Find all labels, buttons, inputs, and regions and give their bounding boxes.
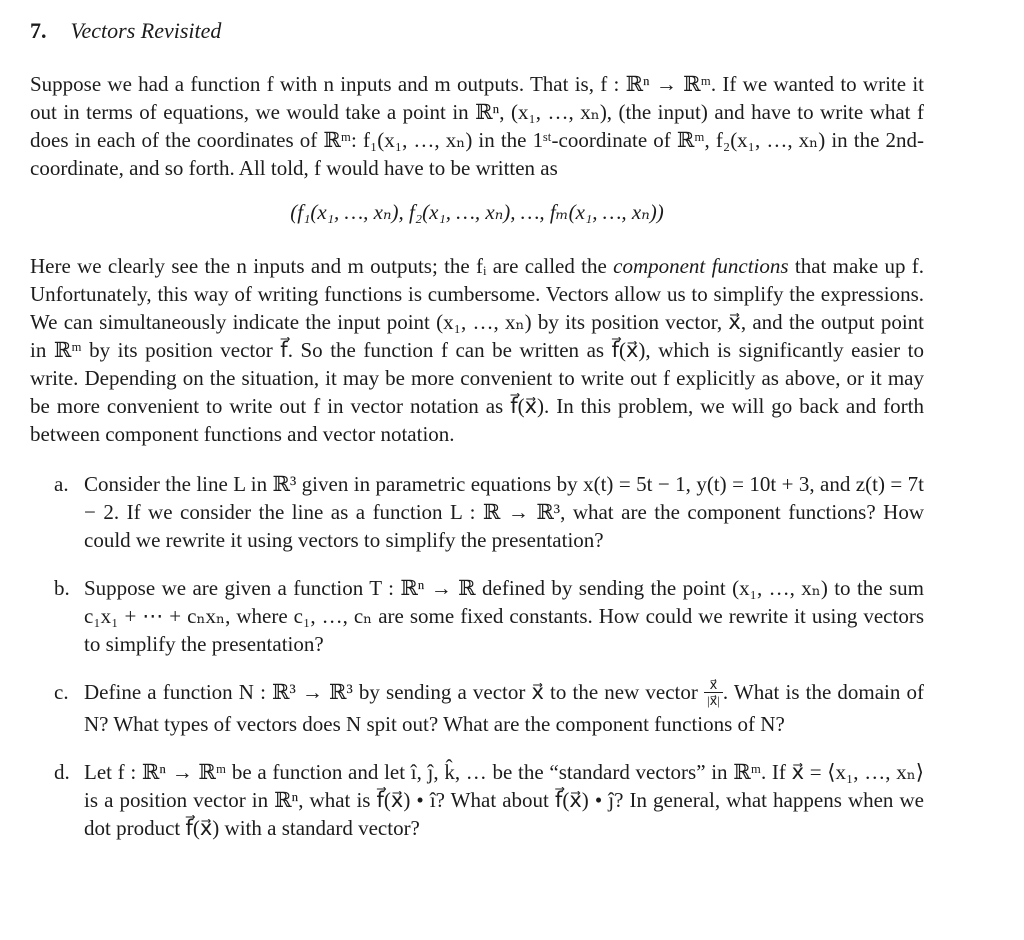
item-label-c: c.	[54, 680, 69, 704]
body-paragraph	[30, 252, 924, 448]
list-item-d	[54, 758, 924, 842]
problem-list	[30, 470, 924, 842]
list-item-c	[54, 678, 924, 738]
fraction-x-over-norm-x	[704, 677, 723, 708]
display-equation: (f₁(x₁, …, xₙ), f₂(x₁, …, xₙ), …, fₘ(x₁, …, xₙ))	[290, 200, 664, 224]
fraction-numerator: x⃗	[704, 677, 723, 693]
fraction-denominator: |x⃗|	[706, 692, 720, 708]
item-label-d: d.	[54, 759, 70, 784]
item-text-d: Let f : ℝⁿ → ℝᵐ be a function and let î, ĵ, k̂, … be the “standard vectors” in ℝᵐ. If x⃗ = ⟨x₁, …, xₙ⟩ is a position vector in ℝⁿ, what is f⃗(x⃗) • î? What about f⃗(x⃗) • ĵ? In general, what happens when we dot product f⃗(x⃗) with a standard vector?	[84, 759, 924, 840]
list-item-a	[54, 470, 924, 554]
body-text-after: that make up f. Unfortunately, this way of writing functions is cumbersome. Vectors allow us to simplify the expressions. We can simultaneously indicate the input point (x₁, …, xₙ) by its position vector, x⃗, and the output point in ℝᵐ by its position vector f⃗. So the function f can be written as f⃗(x⃗), which is significantly easier to write. Depending on the situation, it may be more convenient to write out f explicitly as above, or it may be more convenient to write out f in vector notation as f⃗(x⃗). In this problem, we will go back and forth between component functions and vector notation.	[30, 254, 925, 446]
item-label-b: b.	[54, 576, 70, 600]
list-item-b	[54, 574, 924, 658]
item-text-b: Suppose we are given a function T : ℝⁿ → ℝ defined by sending the point (x₁, …, xₙ) to the sum c₁x₁ + ⋯ + cₙxₙ, where c₁, …, cₙ are some fixed constants. How could we rewrite it using vectors to simplify the presentation?	[84, 576, 924, 656]
item-text-a: Consider the line L in ℝ³ given in parametric equations by x(t) = 5t − 1, y(t) = 10t + 3, and z(t) = 7t − 2. If we consider the line as a function L : ℝ → ℝ³, what are the component functions? How could we rewrite it using vectors to simplify the presentation?	[84, 472, 924, 552]
item-text-c	[84, 678, 924, 738]
body-text-before: Here we clearly see the n inputs and m outputs; the fᵢ are called the	[30, 254, 614, 278]
emphasis-text: component functions	[613, 254, 789, 278]
section-heading	[30, 18, 924, 44]
intro-paragraph: Suppose we had a function f with n inputs and m outputs. That is, f : ℝⁿ → ℝᵐ. If we wanted to write it out in terms of equations, we would take a point in ℝⁿ, (x₁, …, xₙ), (the input) and have to write what f does in each of the coordinates of ℝᵐ: f₁(x₁, …, xₙ) in the 1ˢᵗ-coordinate of ℝᵐ, f₂(x₁, …, xₙ) in the 2nd-coordinate, and so forth. All told, f would have to be written as	[30, 72, 924, 180]
item-label-a: a.	[54, 472, 69, 496]
item-c-text-start: Define a function N : ℝ³ → ℝ³ by sending a vector x⃗ to the new vector	[84, 680, 704, 704]
section-title: Vectors Revisited	[70, 18, 222, 43]
section-number: 7.	[30, 18, 47, 43]
item-c-text-end: . What is the domain of N? What types of vectors does N spit out? What are the component functions of N?	[84, 680, 924, 736]
